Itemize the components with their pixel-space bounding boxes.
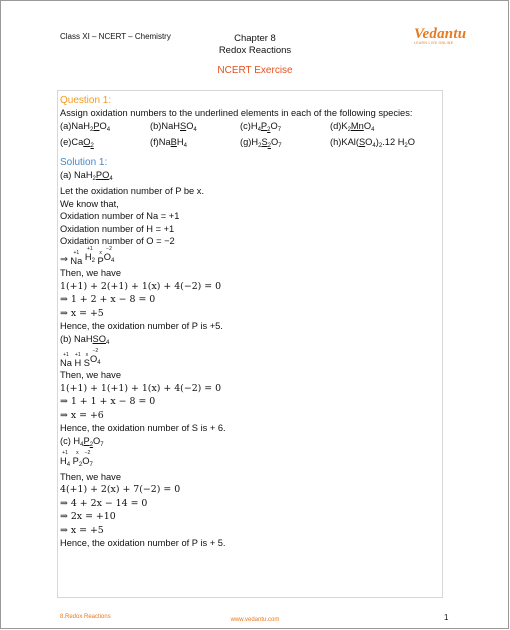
species-item: (c)H4P2O7: [240, 120, 282, 133]
part-b-then: Then, we have: [60, 370, 121, 381]
part-c-eq3: ⇒ 2x = +10: [60, 511, 116, 523]
part-a-ox-o: Oxidation number of O = −2: [60, 236, 175, 247]
part-a-know: We know that,: [60, 198, 119, 209]
part-c-annotated-formula: +1 $H_4$ x $P_2$ −2 $O_7$: [60, 449, 93, 468]
part-b-label: (b) NaHSO$_4$: [60, 333, 110, 346]
part-b-eq3: ⇒ x = +6: [60, 409, 104, 421]
part-a-ox-na: Oxidation number of Na = +1: [60, 211, 180, 222]
logo-tagline: LEARN LIVE ONLINE: [414, 41, 454, 45]
part-b-hence: Hence, the oxidation number of S is + 6.: [60, 423, 226, 434]
question-text: Assign oxidation numbers to the underlined elements in each of the following species:: [60, 108, 413, 119]
species-item: (e)CaO2: [60, 137, 94, 150]
footer-chapter: 8.Redox Reactions: [60, 614, 111, 620]
species-row-1: [60, 120, 440, 136]
species-item: (a)NaH2PO4: [60, 120, 111, 133]
species-item: (d)K2MnO4: [330, 120, 375, 133]
exercise-title: NCERT Exercise: [217, 65, 293, 76]
part-a-eq2: ⇒ 1 + 2 + x − 8 = 0: [60, 294, 156, 306]
part-b-eq2: ⇒ 1 + 1 + x − 8 = 0: [60, 396, 156, 408]
part-a-annotated-formula: ⇒ +1 Na +1 $H_2$ x P −2 $O_4$: [60, 246, 115, 267]
solution-heading: Solution 1:: [60, 156, 108, 168]
header-class-label: Class XI – NCERT – Chemistry: [60, 32, 171, 41]
logo-word: Vedantu: [414, 26, 467, 42]
part-a-eq1: 1(+1) + 2(+1) + 1(x) + 4(−2) = 0: [60, 280, 222, 292]
part-c-eq1: 4(+1) + 2(x) + 7(−2) = 0: [60, 484, 181, 496]
species-item: (f)NaBH4: [150, 137, 187, 150]
part-a-label: (a) $NaH_2PO_4$: [60, 170, 113, 183]
part-b-annotated-formula: +1 Na +1 H x S −2 $O_4$: [60, 348, 101, 369]
page-number: 1: [444, 613, 449, 622]
chapter-title: Chapter 8: [234, 33, 276, 44]
content: [60, 95, 440, 550]
chapter-subtitle: Redox Reactions: [218, 45, 292, 56]
part-c-hence: Hence, the oxidation number of P is + 5.: [60, 538, 226, 549]
part-a-hence: Hence, the oxidation number of P is +5.: [60, 321, 223, 332]
part-c-eq2: ⇒ 4 + 2x − 14 = 0: [60, 497, 148, 509]
part-c-then: Then, we have: [60, 471, 121, 482]
species-row-2: [60, 136, 440, 152]
part-c-label: (c) $H_4P_2O_7$: [60, 435, 104, 448]
part-a-let: Let the oxidation number of P be x.: [60, 186, 205, 197]
part-a-ox-h: Oxidation number of H = +1: [60, 223, 175, 234]
species-item: (h)KAl(SO4)2.12 H2O: [330, 137, 415, 150]
part-b-eq1: 1(+1) + 1(+1) + 1(x) + 4(−2) = 0: [60, 382, 222, 394]
footer-website-link[interactable]: www.vedantu.com: [230, 617, 280, 623]
species-item: (b)NaHSO4: [150, 120, 197, 133]
part-a-then: Then, we have: [60, 268, 121, 279]
vedantu-logo: [414, 26, 467, 45]
species-item: (g)H2S2O7: [240, 137, 282, 150]
question-heading: Question 1:: [60, 95, 112, 106]
part-c-eq4: ⇒ x = +5: [60, 524, 104, 536]
part-a-eq3: ⇒ x = +5: [60, 307, 104, 319]
